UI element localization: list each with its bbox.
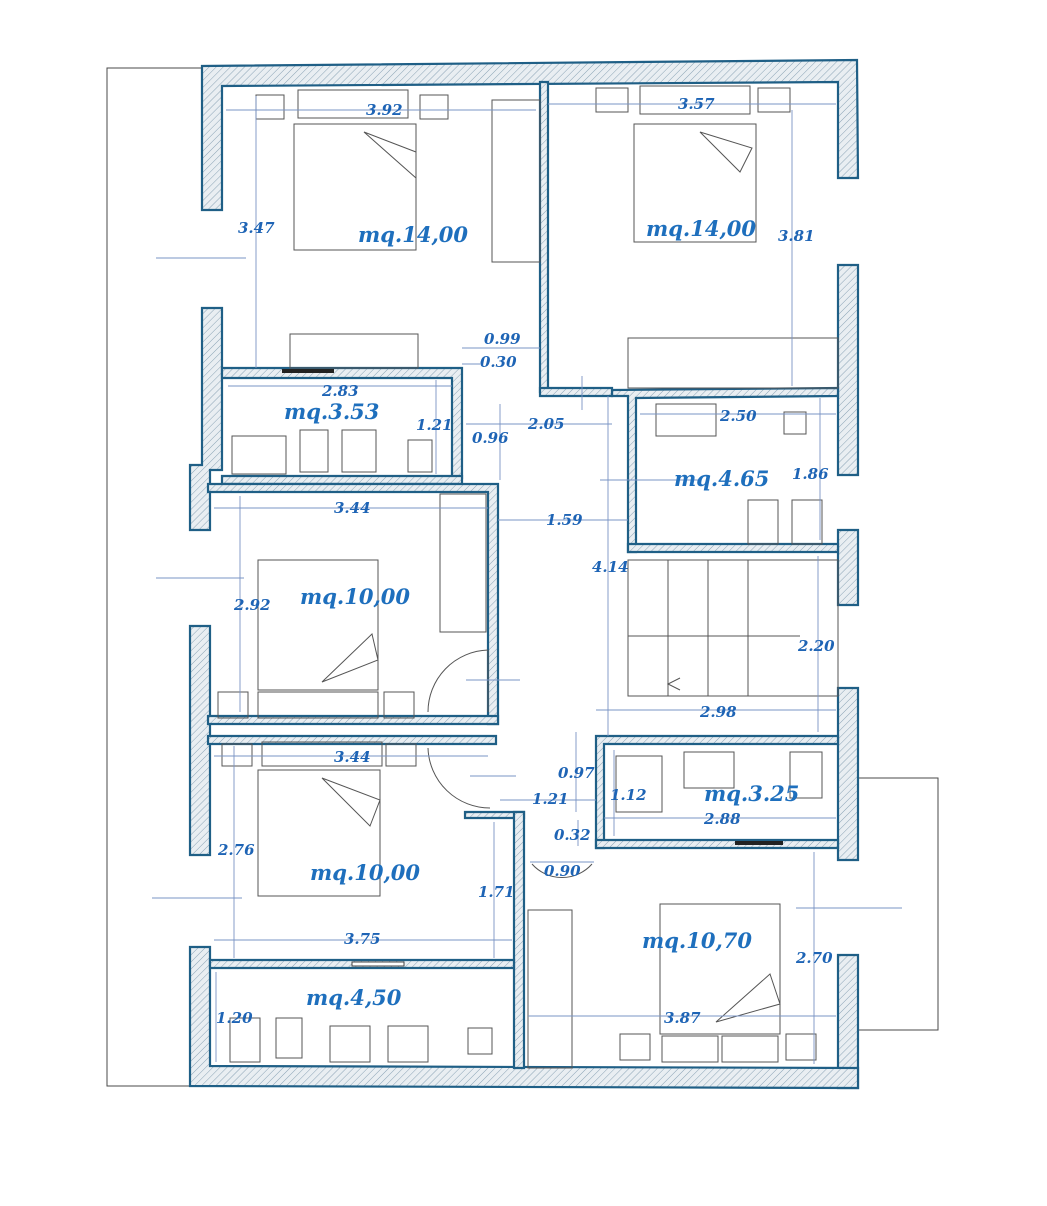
- area-bedroom-4: mq.10,00: [310, 860, 420, 885]
- dim-stair-height: 2.20: [798, 637, 835, 655]
- dim-door-gap: 0.99: [484, 330, 521, 348]
- balcony-right: [858, 778, 938, 1030]
- dim-bed3-width: 3.44: [334, 499, 371, 517]
- dim-hall-height: 4.14: [592, 558, 629, 576]
- area-bath-2: mq.4.65: [674, 466, 770, 491]
- dim-passage-width: 1.21: [532, 790, 569, 808]
- dim-hall-mid: 1.59: [546, 511, 583, 529]
- area-bedroom-5: mq.10,70: [642, 928, 752, 953]
- dim-wall-gap: 0.30: [480, 353, 517, 371]
- balcony-left: [107, 68, 202, 1086]
- dim-closet-height: 1.71: [478, 883, 515, 901]
- dim-passage: 0.97: [558, 764, 595, 782]
- dim-bed1-width: 3.92: [366, 101, 403, 119]
- dim-bed4-width: 3.44: [334, 748, 371, 766]
- dim-bath3-width: 2.88: [704, 810, 741, 828]
- dim-bed1-height: 3.47: [238, 219, 275, 237]
- dim-bed4-total: 3.75: [344, 930, 381, 948]
- dim-bath1-width: 2.83: [322, 382, 359, 400]
- dim-bath4-height: 1.20: [216, 1009, 253, 1027]
- dim-stair-width: 2.98: [700, 703, 737, 721]
- dim-bed5-width: 3.87: [664, 1009, 701, 1027]
- dim-hall-small: 0.96: [472, 429, 509, 447]
- area-bath-1: mq.3.53: [284, 399, 380, 424]
- dim-bed3-height: 2.92: [234, 596, 271, 614]
- dim-bed5-height: 2.70: [796, 949, 833, 967]
- dim-hall-width: 2.05: [528, 415, 565, 433]
- dim-bed2-width: 3.57: [678, 95, 715, 113]
- area-bath-3: mq.3.25: [704, 781, 800, 806]
- area-bath-4: mq.4,50: [306, 985, 402, 1010]
- dim-bath2-width: 2.50: [720, 407, 757, 425]
- dim-bath3-height: 1.12: [610, 786, 647, 804]
- dim-bath1-height: 1.21: [416, 416, 453, 434]
- dim-bed4-height: 2.76: [218, 841, 255, 859]
- area-bedroom-3: mq.10,00: [300, 584, 410, 609]
- dim-bath2-height: 1.86: [792, 465, 829, 483]
- dim-passage-small: 0.32: [554, 826, 591, 844]
- area-bedroom-2: mq.14,00: [646, 216, 756, 241]
- dim-passage-door: 0.90: [544, 862, 581, 880]
- dim-bed2-height: 3.81: [778, 227, 815, 245]
- area-bedroom-1: mq.14,00: [358, 222, 468, 247]
